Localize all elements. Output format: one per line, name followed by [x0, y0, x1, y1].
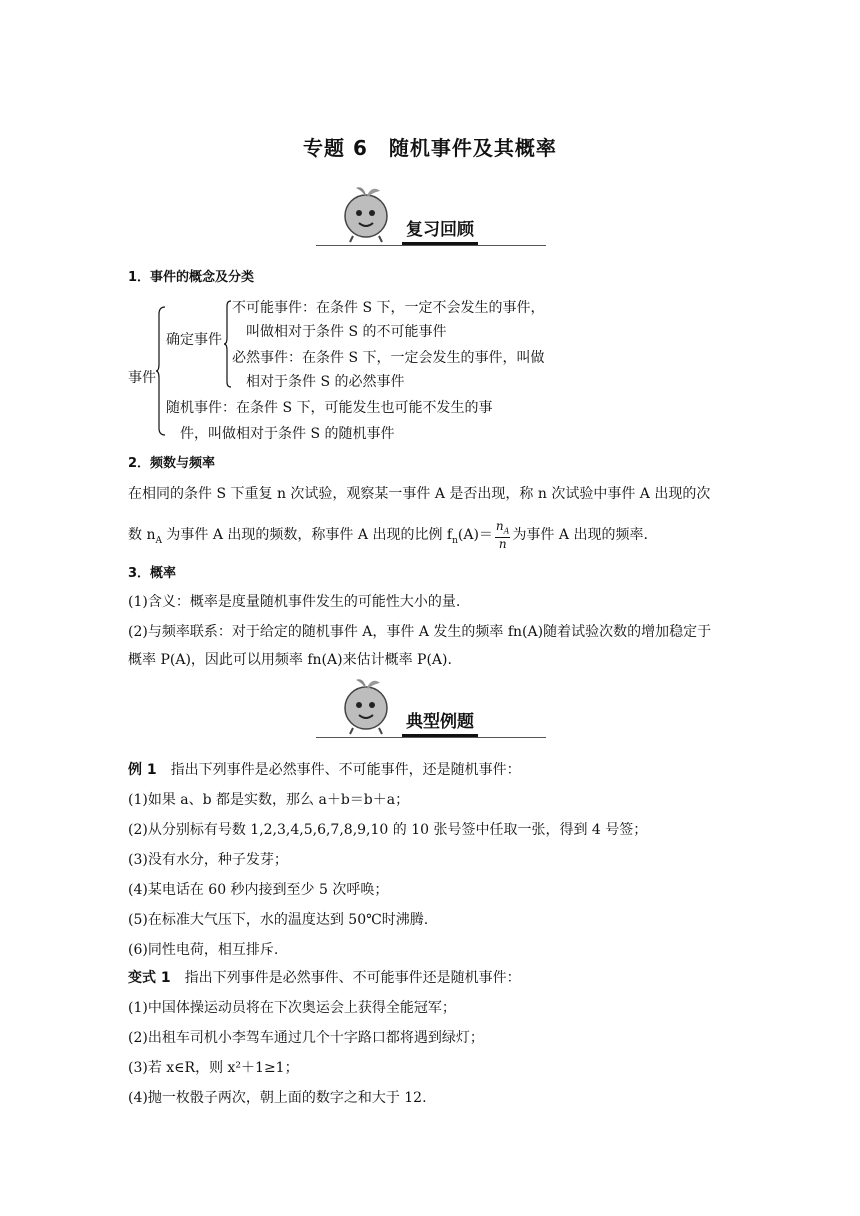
event-root-label: 事件 — [128, 370, 156, 386]
frequency-paragraph-line-2: 数 $n_A$ 为事件 A 出现的频数，称事件 A 出现的比例 $f_n(A)=$ $\frac{n_A}{n}$ 为事件 A 出现的频率. — [128, 519, 648, 552]
variant-1-label: 变式 1 — [128, 970, 171, 986]
apple-mascot-icon — [338, 674, 398, 736]
probability-frequency-link-2: 概率 P(A)，因此可以用频率 fn(A)来估计概率 P(A). — [128, 652, 452, 668]
examples-banner — [316, 674, 546, 738]
section-3-heading: 3．概率 — [128, 566, 177, 581]
apple-mascot-icon — [338, 182, 398, 244]
certain-event-line-1: 必然事件：在条件 S 下，一定会发生的事件，叫做 — [232, 350, 545, 366]
variant-1-item: (4)抛一枚骰子两次，朝上面的数字之和大于 12. — [128, 1090, 427, 1106]
probability-frequency-link-1: (2)与频率联系：对于给定的随机事件 A，事件 A 发生的频率 fn(A)随着试验次数的增加稳定于 — [128, 624, 712, 640]
variant-1-item: (3)若 x∈R，则 x²＋1≥1； — [128, 1060, 299, 1076]
banner-rule — [316, 737, 546, 738]
outer-brace — [156, 306, 166, 436]
certain-event-line-2: 相对于条件 S 的必然事件 — [246, 374, 405, 390]
impossible-event-line-1: 不可能事件：在条件 S 下，一定不会发生的事件， — [232, 300, 545, 316]
example-1-item: (3)没有水分，种子发芽； — [128, 852, 288, 868]
probability-meaning: (1)含义：概率是度量随机事件发生的可能性大小的量. — [128, 594, 461, 610]
example-1-item: (5)在标准大气压下，水的温度达到 50℃时沸腾. — [128, 912, 429, 928]
section-1-heading: 1．事件的概念及分类 — [128, 270, 255, 285]
example-1-item: (2)从分别标有号数 1,2,3,4,5,6,7,8,9,10 的 10 张号签中任取一张，得到 4 号签； — [128, 822, 648, 838]
example-1-stem: 例 1 指出下列事件是必然事件、不可能事件，还是随机事件： — [128, 762, 521, 778]
inner-brace — [224, 300, 232, 388]
impossible-event-line-2: 叫做相对于条件 S 的不可能事件 — [246, 324, 447, 340]
review-banner — [316, 182, 546, 246]
example-1-item: (6)同性电荷，相互排斥. — [128, 942, 279, 958]
determined-event-label: 确定事件 — [166, 332, 222, 348]
banner-rule — [316, 245, 546, 246]
variant-1-item: (2)出租车司机小李驾车通过几个十字路口都将遇到绿灯； — [128, 1030, 484, 1046]
random-event-line-1: 随机事件：在条件 S 下，可能发生也可能不发生的事 — [166, 400, 493, 416]
variant-1-item: (1)中国体操运动员将在下次奥运会上获得全能冠军； — [128, 1000, 456, 1016]
example-1-item: (4)某电话在 60 秒内接到至少 5 次呼唤； — [128, 882, 389, 898]
section-2-heading: 2．频数与频率 — [128, 456, 216, 471]
frequency-paragraph-line-1: 在相同的条件 S 下重复 n 次试验，观察某一事件 A 是否出现，称 n 次试验中事件 A 出现的次 — [128, 486, 711, 502]
review-banner-label: 复习回顾 — [402, 215, 478, 245]
examples-banner-label: 典型例题 — [402, 707, 478, 737]
example-1-item: (1)如果 a、b 都是实数，那么 a＋b＝b＋a； — [128, 792, 410, 808]
page-title: 专题 6 随机事件及其概率 — [303, 136, 557, 160]
random-event-line-2: 件，叫做相对于条件 S 的随机事件 — [180, 426, 395, 442]
variant-1-stem: 变式 1 指出下列事件是必然事件、不可能事件还是随机事件： — [128, 970, 521, 986]
example-1-label: 例 1 — [128, 762, 157, 778]
frequency-fraction: $\frac{n_A}{n}$ — [495, 519, 510, 552]
